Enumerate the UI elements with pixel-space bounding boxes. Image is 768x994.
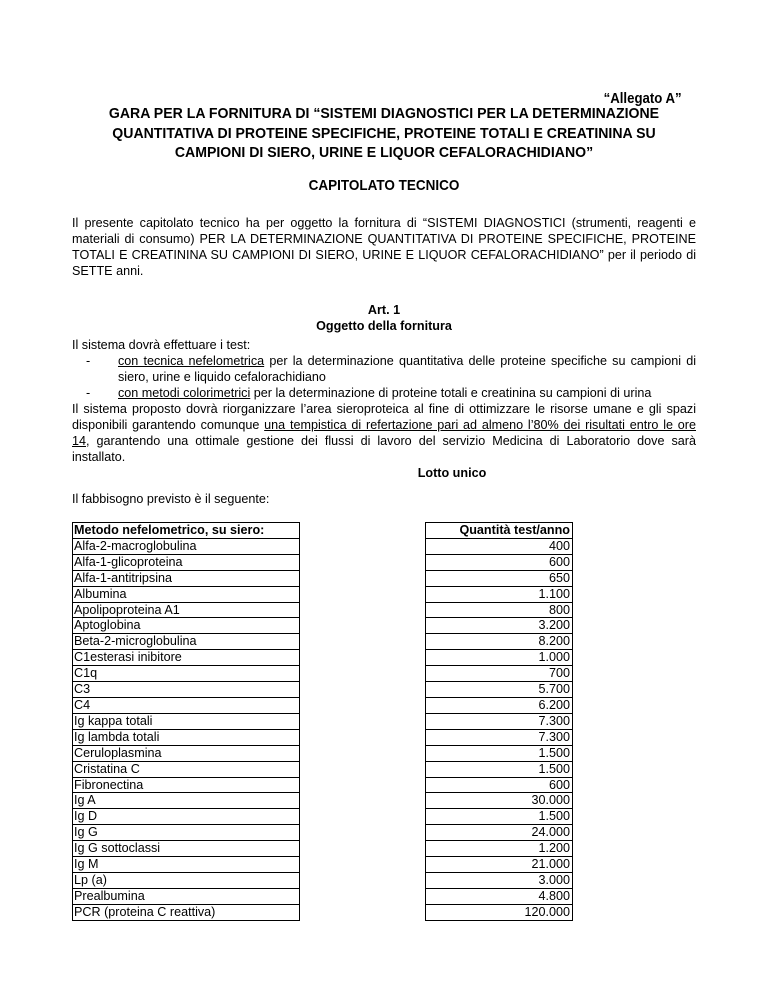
fabbisogno-text: Il fabbisogno previsto è il seguente:	[72, 492, 270, 506]
tender-title	[93, 104, 676, 163]
lotto-label: Lotto unico	[417, 466, 487, 480]
table-cell-quantity: 7.300	[426, 713, 573, 729]
table-cell-test-name: Alfa-2-macroglobulina	[73, 538, 300, 554]
article-number: Art. 1	[367, 303, 401, 317]
table-cell-test-name: Ig D	[73, 809, 300, 825]
tender-title-line: GARA PER LA FORNITURA DI “SISTEMI DIAGNOSTICI PER LA DETERMINAZIONE	[108, 105, 660, 122]
table-cell-test-name: C1esterasi inibitore	[73, 650, 300, 666]
table-cell-test-name: Beta-2-microglobulina	[73, 634, 300, 650]
table-row	[73, 713, 573, 729]
table-cell-test-name: Ig M	[73, 857, 300, 873]
table-row	[73, 682, 573, 698]
table-cell-quantity: 8.200	[426, 634, 573, 650]
table-cell-quantity: 600	[426, 777, 573, 793]
table-cell-quantity: 400	[426, 538, 573, 554]
intro-paragraph: Il presente capitolato tecnico ha per oggetto la fornitura di “SISTEMI DIAGNOSTICI (strumenti, reagenti e materiali di consumo) PER LA DETERMINAZIONE QUANTITATIVA DI PROTEINE SPECIFICHE, PROTEINE TOTALI E CREATININA SU CAMPIONI DI SIERO, URINE E LIQUOR CEFALORACHIDIANO” per il periodo di SETTE anni.	[72, 216, 696, 278]
table-cell-test-name: C4	[73, 697, 300, 713]
table-cell-test-name: Ig kappa totali	[73, 713, 300, 729]
table-cell-test-name: Ig A	[73, 793, 300, 809]
table-row	[73, 857, 573, 873]
table-cell-quantity: 1.000	[426, 650, 573, 666]
table-cell-quantity: 30.000	[426, 793, 573, 809]
table-cell-test-name: Ceruloplasmina	[73, 745, 300, 761]
list-item-underlined: con metodi colorimetrici	[118, 386, 251, 400]
table-cell-test-name: Cristatina C	[73, 761, 300, 777]
table-row	[73, 554, 573, 570]
table-cell-test-name: Ig G sottoclassi	[73, 841, 300, 857]
table-cell-quantity: 3.000	[426, 872, 573, 888]
table-row	[73, 841, 573, 857]
table-cell-test-name: Alfa-1-antitripsina	[73, 570, 300, 586]
table-cell-quantity: 1.500	[426, 761, 573, 777]
table-cell-quantity: 120.000	[426, 904, 573, 920]
table-cell-quantity: 1.100	[426, 586, 573, 602]
requirements-table	[72, 522, 573, 921]
table-cell-quantity: 700	[426, 666, 573, 682]
table-cell-test-name: Alfa-1-glicoproteina	[73, 554, 300, 570]
table-cell-test-name: Ig G	[73, 825, 300, 841]
table-cell-quantity: 600	[426, 554, 573, 570]
table-row	[73, 904, 573, 920]
table-cell-quantity: 4.800	[426, 888, 573, 904]
allegato-label: “Allegato A”	[604, 90, 682, 107]
table-cell-quantity: 1.500	[426, 809, 573, 825]
table-cell-quantity: 21.000	[426, 857, 573, 873]
table-cell-test-name: C3	[73, 682, 300, 698]
table-row	[73, 888, 573, 904]
system-paragraph-start: Il sistema proposto dovrà riorganizzare l’area sieroproteica al fine di ottimizzare le risorse umane e gli spazi disponibili garantendo comunque	[72, 402, 696, 432]
table-cell-quantity: 6.200	[426, 697, 573, 713]
table-cell-quantity: 7.300	[426, 729, 573, 745]
table-row	[73, 697, 573, 713]
capitolato-heading: CAPITOLATO TECNICO	[308, 177, 460, 194]
list-item	[72, 353, 696, 385]
table-row	[73, 793, 573, 809]
article-body	[72, 337, 696, 481]
table-row	[73, 809, 573, 825]
system-paragraph-underlined: una tempistica di refertazione pari ad almeno l’80% dei risultati entro le ore 14	[72, 418, 696, 448]
table-header-quantity: Quantità test/anno	[426, 523, 573, 539]
table-cell-quantity: 3.200	[426, 618, 573, 634]
system-paragraph	[72, 401, 696, 465]
table-row	[73, 745, 573, 761]
table-row	[73, 872, 573, 888]
list-item-text: per la determinazione quantitativa delle proteine specifiche su campioni di siero, urine e liquido cefalorachidiano	[118, 354, 697, 384]
table-row	[73, 634, 573, 650]
table-cell-test-name: Fibronectina	[73, 777, 300, 793]
table-cell-test-name: Albumina	[73, 586, 300, 602]
table-cell-quantity: 24.000	[426, 825, 573, 841]
table-cell-quantity: 650	[426, 570, 573, 586]
table-cell-test-name: Apolipoproteina A1	[73, 602, 300, 618]
tender-title-line: CAMPIONI DI SIERO, URINE E LIQUOR CEFALORACHIDIANO”	[174, 144, 594, 161]
table-row	[73, 570, 573, 586]
table-row	[73, 538, 573, 554]
list-dash: -	[86, 354, 91, 368]
list-item	[72, 385, 696, 401]
table-cell-test-name: Prealbumina	[73, 888, 300, 904]
table-row	[73, 777, 573, 793]
table-row	[73, 666, 573, 682]
article-lead: Il sistema dovrà effettuare i test:	[72, 338, 251, 352]
table-cell-test-name: PCR (proteina C reattiva)	[73, 904, 300, 920]
list-item-text: per la determinazione di proteine totali e creatinina su campioni di urina	[250, 386, 652, 400]
system-paragraph-end: , garantendo una ottimale gestione dei flussi di lavoro del servizio Medicina di Laboratorio dove sarà installato.	[72, 434, 696, 464]
table-row	[73, 618, 573, 634]
table-cell-quantity: 1.500	[426, 745, 573, 761]
article-title: Oggetto della fornitura	[316, 319, 452, 333]
table-cell-test-name: Lp (a)	[73, 872, 300, 888]
list-dash: -	[86, 386, 91, 400]
table-row	[73, 729, 573, 745]
table-row	[73, 825, 573, 841]
article-heading	[0, 302, 768, 334]
table-cell-quantity: 1.200	[426, 841, 573, 857]
table-cell-quantity: 800	[426, 602, 573, 618]
tender-title-line: QUANTITATIVA DI PROTEINE SPECIFICHE, PROTEINE TOTALI E CREATININA SU	[112, 124, 656, 142]
list-item-underlined: con tecnica nefelometrica	[118, 354, 265, 368]
table-row	[73, 602, 573, 618]
table-cell-test-name: Ig lambda totali	[73, 729, 300, 745]
table-cell-quantity: 5.700	[426, 682, 573, 698]
table-cell-test-name: C1q	[73, 666, 300, 682]
table-header-row	[73, 523, 573, 539]
table-header-method: Metodo nefelometrico, su siero:	[73, 523, 300, 539]
table-cell-test-name: Aptoglobina	[73, 618, 300, 634]
table-row	[73, 586, 573, 602]
table-row	[73, 650, 573, 666]
table-row	[73, 761, 573, 777]
